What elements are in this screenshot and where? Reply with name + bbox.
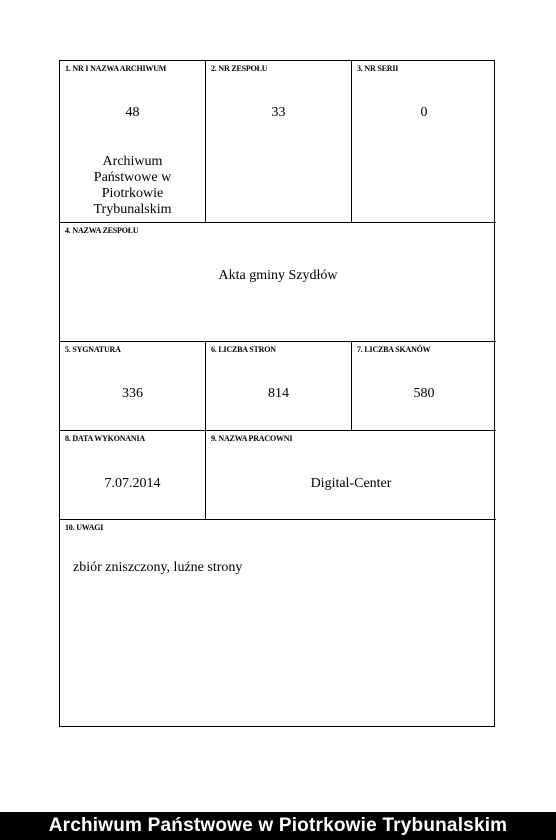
remarks-label: 10. UWAGI <box>65 523 104 532</box>
fonds-number-cell <box>206 61 352 223</box>
archive-name-line: Państwowe w <box>93 170 172 185</box>
fonds-number-label: 2. NR ZESPOŁU <box>211 64 268 73</box>
page-count-label: 6. LICZBA STRON <box>211 345 276 354</box>
archive-name <box>60 154 205 218</box>
archive-name-line: Piotrkowie <box>101 186 164 201</box>
fonds-name-cell <box>60 223 496 342</box>
metadata-form <box>59 60 495 727</box>
fonds-name-value: Akta gminy Szydłów <box>218 268 338 283</box>
signature-cell <box>60 342 206 431</box>
date-label: 8. DATA WYKONANIA <box>65 434 145 443</box>
signature-label: 5. SYGNATURA <box>65 345 121 354</box>
archive-name-line: Trybunalskim <box>93 202 172 217</box>
studio-label: 9. NAZWA PRACOWNI <box>211 434 293 443</box>
date-cell <box>60 431 206 520</box>
archive-label: 1. NR I NAZWA ARCHIWUM <box>65 64 167 73</box>
scan-count-cell <box>352 342 496 431</box>
remarks-cell <box>60 520 496 726</box>
remarks-value: zbiór zniszczony, luźne strony <box>73 560 243 575</box>
archive-name-line: Archiwum <box>102 154 163 169</box>
archive-number: 48 <box>125 105 140 120</box>
scan-count-label: 7. LICZBA SKANÓW <box>357 345 431 354</box>
scan-count-value: 580 <box>413 386 435 401</box>
archive-cell <box>60 61 206 223</box>
series-number-value: 0 <box>420 105 428 120</box>
signature-value: 336 <box>122 386 143 401</box>
series-number-cell <box>352 61 496 223</box>
fonds-number-value: 33 <box>271 105 286 120</box>
page-count-value: 814 <box>268 386 289 401</box>
date-value: 7.07.2014 <box>104 476 161 491</box>
fonds-name-label: 4. NAZWA ZESPOŁU <box>65 226 139 235</box>
page-count-cell <box>206 342 352 431</box>
footer-banner: Archiwum Państwowe w Piotrkowie Trybunalskim <box>0 812 556 840</box>
studio-cell <box>206 431 496 520</box>
series-number-label: 3. NR SERII <box>357 64 399 73</box>
studio-value: Digital-Center <box>310 476 392 491</box>
